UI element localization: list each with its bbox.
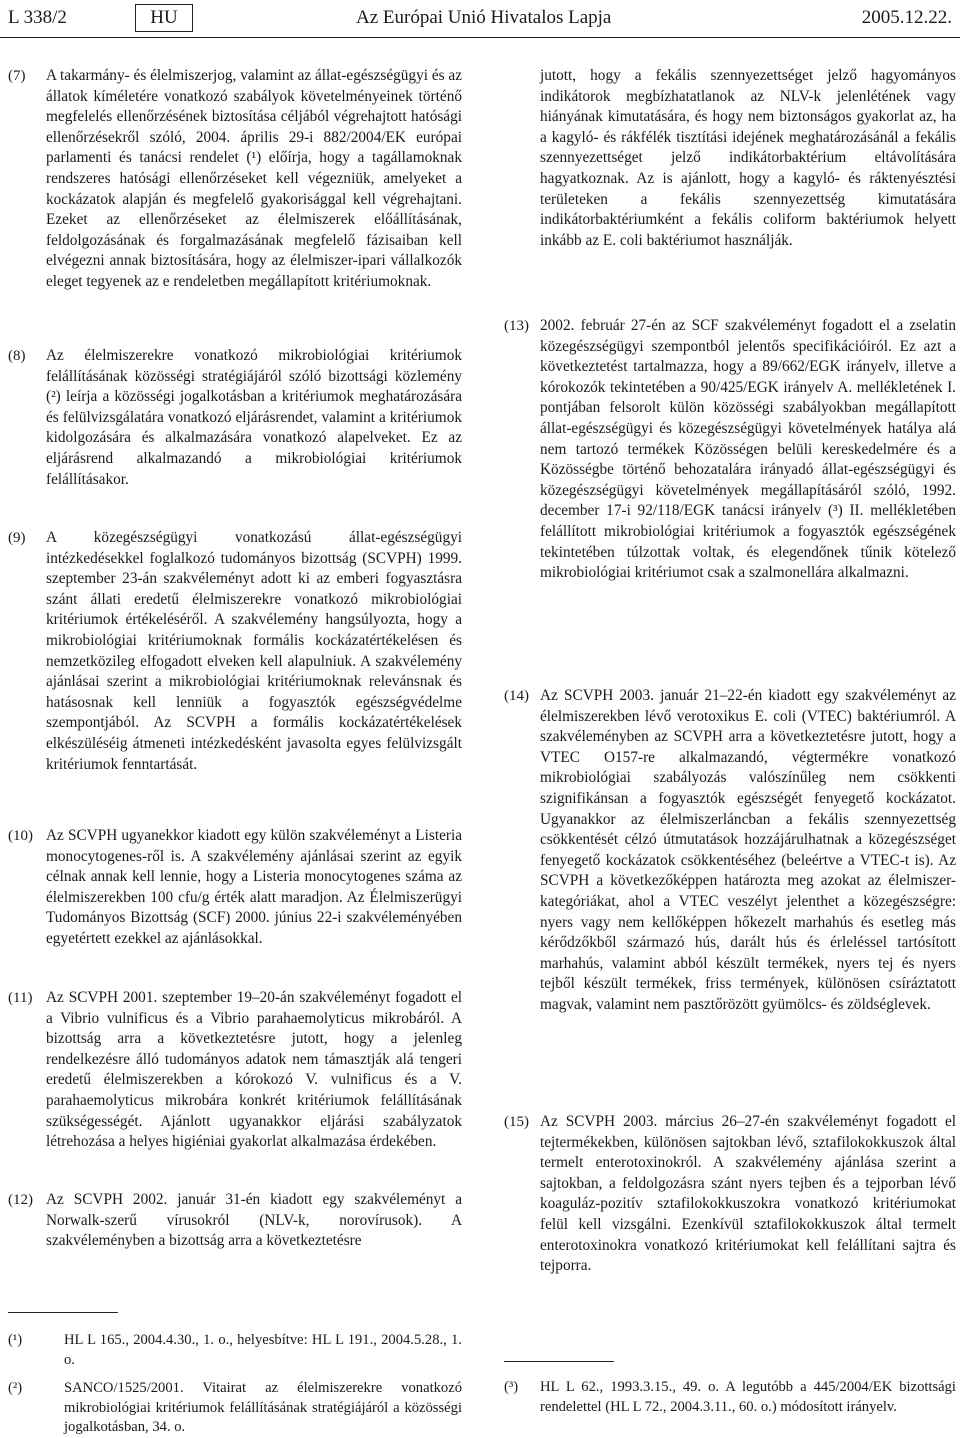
recital-text: Az SCVPH 2002. január 31-én kiadott egy szakvéleményt a Norwalk-szerű vírusokról (NLV-k, norovírusok). A szakvéleményben a bizottság arra a következtetésre xyxy=(46,1191,462,1250)
recital-9 xyxy=(8,528,462,775)
recital-number: (10) xyxy=(8,828,33,844)
footnote-2 xyxy=(8,1379,462,1438)
publication-date: 2005.12.22. xyxy=(861,7,952,28)
journal-title: Az Európai Unió Hivatalos Lapja xyxy=(356,7,612,28)
recital-number: (9) xyxy=(8,530,26,546)
footnote-divider-right xyxy=(504,1361,614,1362)
recital-14 xyxy=(504,686,956,1016)
recital-text: Az élelmiszerekre vonatkozó mikrobiológiai kritériumok felállításának közösségi stratégiájáról szóló bizottsági közlemény (²) leírja a közösségi jogalkotásban a kritériumok meghatározására és felülvizsgálatára vonatkozó eljárásrendet, valamint a kritériumok kidolgozására és alkalmazására vonatkozó alapelveket. Ez az eljárásrend alkalmazandó a mikrobiológiai kritériumok felállításakor. xyxy=(46,347,462,488)
recital-text: 2002. február 27-én az SCF szakvéleményt fogadott el a zselatin közegészségügyi szempontból jelentős specifikációiról. Ez azt a következtetést tartalmazza, hogy a 89/662/EGK irányelv, illetve a kórokozók tekintetében a 90/425/EGK irányelv A. mellékletének I. pontjában felsorolt külön közösségi szabályokban megállapított állat-egészségügyi és közegészségügyi követelmények hatálya alá nem tartozó termékek Közösségen belüli kereskedelmére és a Közösségbe történő behozatalára irányadó állat-egészségügyi és közegészségügyi követelmények megállapításáról szóló, 1992. december 17-i 92/118/EGK tanácsi irányelv (³) II. mellékletében felállított mikrobiológiai kritériumok a fogyasztók egészségének tekintetében túlzottak voltak, és elegendőnek tűnik kötelező mikrobiológiai kritériumot csak a szalmonellára alkalmazni. xyxy=(540,317,956,582)
recital-text: A takarmány- és élelmiszerjog, valamint az állat-egészségügyi és az állatok kíméletére vonatkozó szabályok követelményeinek történő megfelelés ellenőrzésének biztosítása céljából végrehajtott hatósági ellenőrzésekről szóló, 2004. április 29-i 882/2004/EK európai parlamenti és tanácsi rendelet (¹) előírja, hogy a tagállamoknak rendszeres hatósági ellenőrzéseket kell végezniük, amelyeket a kockázatok alapján és megfelelő gyakorisággal kell végrehajtani. Ezeket az ellenőrzéseket az élelmiszerek előállításának, feldolgozásának és forgalmazásának megfelelő fázisaiban kell elvégezni annak biztosítására, hogy az élelmiszer-ipari vállalkozók eleget tegyenek az e rendeletben megállapított kritériumoknak. xyxy=(46,67,462,290)
recital-12-continued xyxy=(504,66,956,251)
page-header xyxy=(0,0,960,38)
recital-13 xyxy=(504,316,956,584)
recital-7 xyxy=(8,66,462,293)
recital-number: (12) xyxy=(8,1192,33,1208)
recital-number: (15) xyxy=(504,1114,529,1130)
recital-text: Az SCVPH ugyanekkor kiadott egy külön szakvéleményt a Listeria monocytogenes-ről is. A szakvélemény ajánlásai szerint az egyik célnak annak kell lennie, hogy a Listeria monocytogenes száma az élelmiszerekben 100 cfu/g érték alatt maradjon. Az Élelmiszerügyi Tudományos Bizottság (SCF) 2000. június 22-i szakvéleményében egyetértett ezekkel az ajánlásokkal. xyxy=(46,827,462,947)
footnote-mark: (¹) xyxy=(8,1332,23,1348)
header-divider xyxy=(0,37,960,38)
recital-12 xyxy=(8,1190,462,1252)
recital-number: (11) xyxy=(8,990,33,1006)
recital-number: (14) xyxy=(504,688,529,704)
recital-text: A közegészségügyi vonatkozású állat-egészségügyi intézkedésekkel foglalkozó tudományos bizottság (SCVPH) 1999. szeptember 23-án szakvéleményt adott ki az emberi fogyasztásra szánt állati eredetű élelmiszerekre vonatkozó mikrobiológiai kritériumok értékeléséről. A szakvélemény hangsúlyozta, hogy a mikrobiológiai kritériumoknak formális kockázatértékelésen és nemzetközileg elfogadott elveken kell alapulniuk. A szakvélemény ajánlásai szerint a mikrobiológiai kritériumoknak relevánsnak és hatásosnak kell lenniük a fogyasztók egészségvédelme szempontjából. Az SCVPH a formális kockázatértékelések elkészüléséig átmeneti intézkedésként javasolta egyes felülvizsgált kritériumok fenntartását. xyxy=(46,529,462,773)
footnote-divider-left xyxy=(8,1312,118,1313)
recital-text: Az SCVPH 2003. március 26–27-én szakvéleményt fogadott el tejtermékekben, különösen sajtokban lévő, sztafilokokkuszok által termelt enterotoxinokról. A szakvélemény ajánlása szerint a sajtokban, a feldolgozásra szánt nyers tejben és a tejporban lévő koaguláz-pozitív sztafilokokkuszokra vonatkozó kritériumokat felül kell vizsgálni. Ezenkívül sztafilokokkuszok által termelt enterotoxinokra vonatkozó kritériumokat kell felállítani sajtra és tejporra. xyxy=(540,1113,956,1275)
recital-number: (13) xyxy=(504,318,529,334)
recital-text: Az SCVPH 2003. január 21–22-én kiadott egy szakvéleményt az élelmiszerekben lévő verotoxikus E. coli (VTEC) baktériumról. A szakvéleményben az SCVPH arra a következtetésre jutott, hogy a VTEC O157-re alkalmazandó, végtermékre vonatkozó mikrobiológiai szabályozás valószínűleg nem csökkenti szignifikánsan a fogyasztók egészségét fenyegető kockázatot. Ugyanakkor az élelmiszerláncban a fekális szennyezettség csökkentését célzó útmutatások hozzájárulhatnak a közegészséget fenyegető kockázatok csökkentéséhez (beleértve a VTEC-t is). Az SCVPH a következőképpen határozta meg azokat az élelmiszer-kategóriákat, ahol a VTEC veszélyt jelenthet a közegészségre: nyers vagy nem kellőképpen hőkezelt marhahús és esetleg más kérődzőkből származó hús, darált hús és érleléssel tartósított marhahús, valamint abból készült termékek, nyers tej és nyers tejből készült termékek, friss termények, különösen csíráztatott magvak, valamint nem pasztőrözött gyümölcs- és zöldséglevek. xyxy=(540,687,956,1013)
recital-8 xyxy=(8,346,462,490)
footnote-text: SANCO/1525/2001. Vitairat az élelmiszerekre vonatkozó mikrobiológiai kritériumok felállításának stratégiájáról a közösségi jogalkotásban, 34. o. xyxy=(64,1380,462,1435)
footnote-text: HL L 165., 2004.4.30., 1. o., helyesbítve: HL L 191., 2004.5.28., 1. o. xyxy=(64,1332,462,1368)
footnote-3 xyxy=(504,1378,956,1417)
recital-15 xyxy=(504,1112,956,1277)
footnote-1 xyxy=(8,1331,462,1370)
recital-text: jutott, hogy a fekális szennyezettséget jelző hagyományos indikátorok megbízhatatlanok az NLV-k jelenlétének vagy hiányának kimutatására, és hogy nem biztonságos gyakorlat az, ha a kagyló- és rákfélék tisztítási idejének meghatározásánál a fekális szennyezettséget jelző indikátorbaktérium eltávolítására hagyatkoznak. Az is ajánlott, hogy a kagyló- és ráktenyésztési területeken a fekális szennyezettség kimutatására indikátorbaktériumként a fekális coliform baktériumok helyett inkább az E. coli baktériumot használják. xyxy=(540,67,956,249)
footnote-text: HL L 62., 1993.3.15., 49. o. A legutóbb a 445/2004/EK bizottsági rendelettel (HL L 72., 2004.3.11., 60. o.) módosított irányelv. xyxy=(540,1379,956,1415)
recital-text: Az SCVPH 2001. szeptember 19–20-án szakvéleményt fogadott el a Vibrio vulnificus és a Vibrio parahaemolyticus mikrobáról. A bizottság arra a következtetésre jutott, hogy a jelenleg rendelkezésre álló tudományos adatok nem támasztják alá tengeri eredetű élelmiszerekben a kórokozó V. vulnificus és a V. parahaemolyticus mikrobára konkrét kritériumok felállításának szükségességét. Ajánlott ugyanakkor eljárási szabályzatok létrehozása a helyes higiéniai gyakorlat alkalmazása érdekében. xyxy=(46,989,462,1151)
recital-number: (7) xyxy=(8,68,26,84)
recital-11 xyxy=(8,988,462,1153)
page-reference: L 338/2 xyxy=(8,7,67,28)
recital-number: (8) xyxy=(8,348,26,364)
footnote-mark: (³) xyxy=(504,1379,519,1395)
language-code-box: HU xyxy=(135,4,193,32)
footnote-mark: (²) xyxy=(8,1380,23,1396)
recital-10 xyxy=(8,826,462,950)
